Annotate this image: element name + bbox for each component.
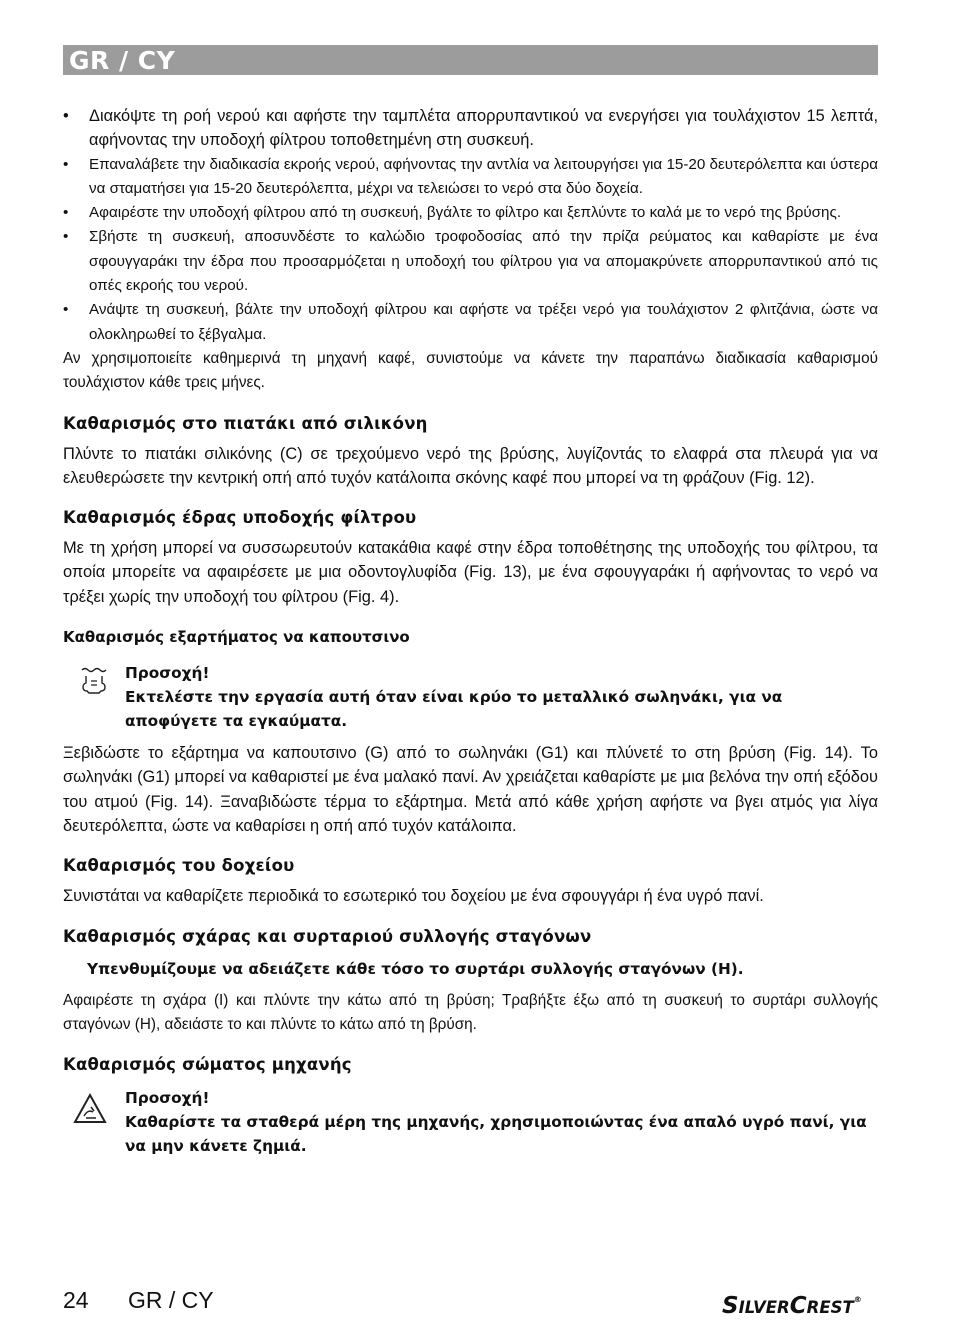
paragraph-cappuccino: Ξεβιδώστε το εξάρτημα να καπουτσινο (G) από το σωληνάκι (G1) και πλύνετέ το στη βρύση (Fig. 14). Το σωληνάκι (G1) μπορεί να καθαριστεί με ένα μαλακό πανί. Αν χρειάζεται καθαρίστε με μια βελόνα την οπή εξόδου του ατμού (Fig. 14). Ξαναβιδώστε τέρμα το εξάρτημα. Μετά από κάθε χρήση αφήστε να βγει ατμός για λίγα δευτερόλεπτα, ώστε να καθαρίσει η οπή από τυχόν κατάλοιπα. (63, 744, 878, 835)
header-bar (63, 45, 878, 75)
paragraph-tank: Συνιστάται να καθαρίζετε περιοδικά το εσωτερικό του δοχείου με ένα σφουγγάρι ή ένα υγρό πανί. (63, 887, 764, 906)
heading-tank: Καθαρισμός του δοχείου (63, 856, 295, 876)
intro-paragraph: Αν χρησιμοποιείτε καθημερινά τη μηχανή καφέ, συνιστούμε να κάνετε την παραπάνω διαδικασία καθαρισμού τουλάχιστον κάθε τρεις μήνες. (63, 349, 878, 392)
warning-title: Προσοχή! (125, 664, 210, 683)
warning-text: Καθαρίστε τα σταθερά μέρη της μηχανής, χρησιμοποιώντας ένα απαλό υγρό πανί, για να μην κάνετε ζημιά. (125, 1113, 867, 1156)
list-item: • Διακόψτε τη ροή νερού και αφήστε την ταμπλέτα απορρυπαντικού να ενεργήσει για τουλάχιστον 15 λεπτά, αφήνοντας την υποδοχή φίλτρου τοποθετημένη στη συσκευή. (63, 104, 878, 153)
header-title: GR / CY (69, 46, 176, 75)
page-content (63, 104, 878, 1166)
paragraph-drip-tray: Αφαιρέστε τη σχάρα (I) και πλύντε την κάτω από τη βρύση; Τραβήξτε έξω από τη συσκευή το συρτάρι συλλογής σταγόνων (H), αδειάστε το και πλύντε το κάτω από τη βρύση. (63, 991, 878, 1033)
reminder-drip-tray: Υπενθυμίζουμε να αδειάζετε κάθε τόσο το συρτάρι συλλογής σταγόνων (H). (87, 959, 744, 978)
heading-filter-seat: Καθαρισμός έδρας υποδοχής φίλτρου (63, 508, 417, 528)
list-item: • Αφαιρέστε την υποδοχή φίλτρου από τη συσκευή, βγάλτε το φίλτρο και ξεπλύντε το καλά με το νερό της βρύσης. (63, 201, 878, 225)
footer-language: GR / CY (128, 1287, 214, 1313)
warning-title: Προσοχή! (125, 1089, 210, 1108)
list-item: • Επαναλάβετε την διαδικασία εκροής νερού, αφήνοντας την αντλία να λειτουργήσει για 15-20 δευτερόλεπτα και ύστερα να σταματήσει για 15-20 δευτερόλεπτα, μέχρι να τελειώσει το νερό στα δύο δοχεία. (63, 153, 878, 202)
intro-bullets (63, 104, 878, 347)
warning-triangle-icon (73, 1092, 107, 1126)
warning-body (63, 1086, 878, 1158)
heading-body: Καθαρισμός σώματος μηχανής (63, 1055, 352, 1075)
paragraph-filter-seat: Με τη χρήση μπορεί να συσσωρευτούν κατακάθια καφέ στην έδρα τοποθέτησης της υποδοχής του φίλτρου, τα οποία μπορείτε να αφαιρέσετε με μια οδοντογλυφίδα (Fig. 13), με ένα σφουγγαράκι ή αφήνοντας το νερό να τρέξει χωρίς την υποδοχή του φίλτρου (Fig. 4). (63, 539, 878, 606)
hot-surface-icon (77, 663, 111, 697)
list-item: • Σβήστε τη συσκευή, αποσυνδέστε το καλώδιο τροφοδοσίας από την πρίζα ρεύματος και καθαρίστε με ένα σφουγγαράκι την έδρα που προσαρμόζεται η υποδοχή του φίλτρου για να απομακρύνετε απορρυπαντικού από τις οπές εκροής του νερού. (63, 225, 878, 298)
warning-text: Εκτελέστε την εργασία αυτή όταν είναι κρύο το μεταλλικό σωληνάκι, για να αποφύγετε τα εγκαύματα. (125, 688, 783, 731)
heading-silicone: Καθαρισμός στο πιατάκι από σιλικόνη (63, 413, 428, 433)
page-number: 24 (63, 1287, 89, 1313)
brand-logo: SILVERCREST® (722, 1293, 862, 1319)
list-item: • Ανάψτε τη συσκευή, βάλτε την υποδοχή φίλτρου και αφήστε να τρέξει νερό για τουλάχιστον 2 φλιτζάνια, ώστε να ολοκληρωθεί το ξέβγαλμα. (63, 298, 878, 347)
paragraph-silicone: Πλύντε το πιατάκι σιλικόνης (C) σε τρεχούμενο νερό της βρύσης, λυγίζοντάς το ελαφρά στα πλευρά για να ελευθερώσετε την κεντρική οπή από τυχόν κατάλοιπα σκόνης καφέ που μπορεί να τη φράζουν (Fig. 12). (63, 444, 878, 487)
heading-drip-tray: Καθαρισμός σχάρας και συρταριού συλλογής σταγόνων (63, 926, 592, 946)
heading-cappuccino: Καθαρισμός εξαρτήματος να καπουτσινο (63, 628, 410, 647)
warning-hot (63, 661, 878, 733)
